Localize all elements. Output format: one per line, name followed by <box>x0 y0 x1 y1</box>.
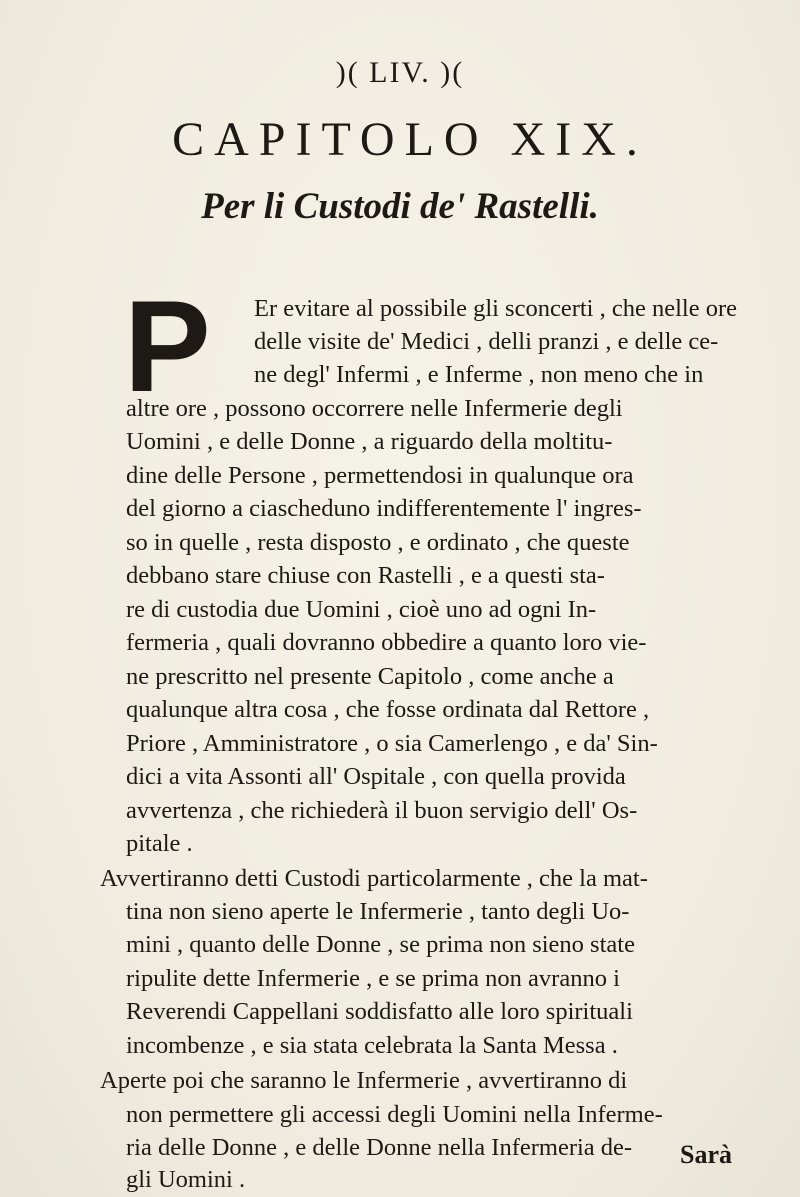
text-line: debbano stare chiuse con Rastelli , e a questi sta- <box>126 562 605 589</box>
text-line: altre ore , possono occorrere nelle Infermerie degli <box>126 395 623 422</box>
text-line: mini , quanto delle Donne , se prima non sieno state <box>126 931 635 958</box>
text-line: pitale . <box>126 830 193 857</box>
text-line: qualunque altra cosa , che fosse ordinata dal Rettore , <box>126 696 650 723</box>
text-line: dici a vita Assonti all' Ospitale , con quella provida <box>126 763 626 790</box>
chapter-title: CAPITOLO XIX. <box>172 113 648 166</box>
text-line: re di custodia due Uomini , cioè uno ad ogni In- <box>126 596 597 623</box>
text-line: ne prescritto nel presente Capitolo , come anche a <box>126 663 614 690</box>
text-line: delle visite de' Medici , delli pranzi , e delle ce- <box>254 328 719 355</box>
text-line: Reverendi Cappellani soddisfatto alle loro spirituali <box>126 998 633 1025</box>
drop-cap: P <box>124 273 211 419</box>
text-line: Er evitare al possibile gli sconcerti , che nelle ore <box>254 295 738 322</box>
text-line: ripulite dette Infermerie , e se prima non avranno i <box>126 965 620 992</box>
text-line: Aperte poi che saranno le Infermerie , avvertiranno di <box>100 1067 628 1094</box>
text-line: tina non sieno aperte le Infermerie , tanto degli Uo- <box>126 898 630 925</box>
text-line: Priore , Amministratore , o sia Camerlengo , e da' Sin- <box>126 730 658 757</box>
text-line: ne degl' Infermi , e Inferme , non meno che in <box>254 361 704 388</box>
text-line: incombenze , e sia stata celebrata la Santa Messa . <box>126 1032 618 1059</box>
text-line: gli Uomini . <box>126 1166 246 1193</box>
running-head: )( LIV. )( <box>335 56 465 89</box>
text-line: avvertenza , che richiederà il buon servigio dell' Os- <box>126 797 638 824</box>
text-line: Avvertiranno detti Custodi particolarmente , che la mat- <box>100 865 648 892</box>
text-line: Uomini , e delle Donne , a riguardo della moltitu- <box>126 428 613 455</box>
catchword: Sarà <box>680 1140 732 1169</box>
text-line: dine delle Persone , permettendosi in qualunque ora <box>126 462 634 489</box>
text-line: so in quelle , resta disposto , e ordinato , che queste <box>126 529 630 556</box>
text-line: non permettere gli accessi degli Uomini nella Inferme- <box>126 1101 663 1128</box>
text-line: ria delle Donne , e delle Donne nella Infermeria de- <box>126 1134 633 1161</box>
text-line: del giorno a ciascheduno indifferentemente l' ingres- <box>126 495 642 522</box>
chapter-subtitle: Per li Custodi de' Rastelli. <box>201 186 599 227</box>
text-line: fermeria , quali dovranno obbedire a quanto loro vie- <box>126 629 647 656</box>
